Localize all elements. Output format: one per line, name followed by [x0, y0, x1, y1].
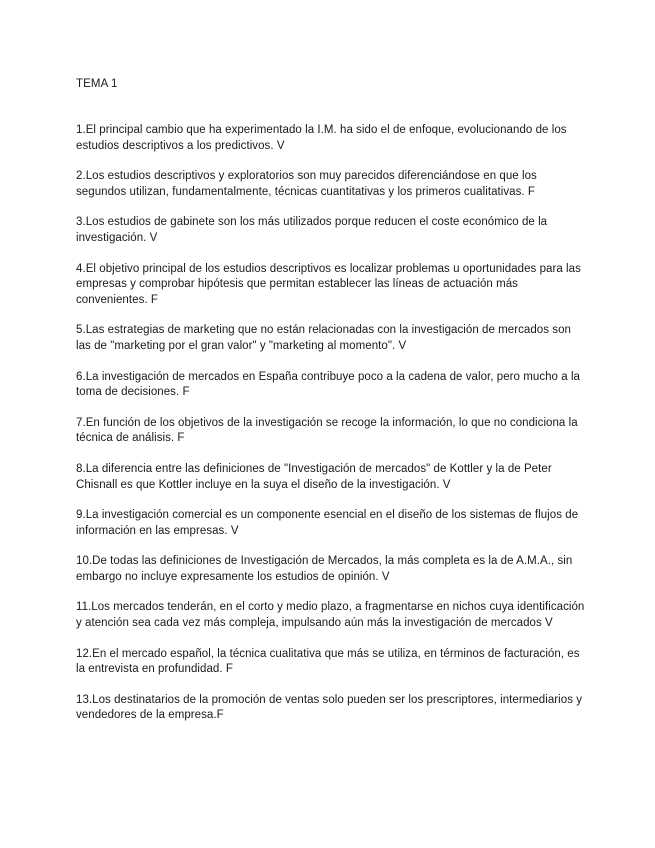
question-item: 7.En función de los objetivos de la investigación se recoge la información, lo que no condiciona la técnica de análisis. F: [76, 416, 578, 445]
question-item: 5.Las estrategias de marketing que no están relacionadas con la investigación de mercados son las de "marketing por el gran valor" y "marketing al momento". V: [76, 324, 571, 352]
question-item: 10.De todas las definiciones de Investigación de Mercados, la más completa es la de A.M.A., sin embargo no incluye expresamente los estudios de opinión. V: [76, 555, 573, 583]
question-item: 8.La diferencia entre las definiciones de "Investigación de mercados" de Kottler y la de Peter Chisnall es que Kottler incluye en la suya el diseño de la investigación. V: [76, 462, 552, 491]
question-item: 6.La investigación de mercados en España contribuye poco a la cadena de valor, pero mucho a la toma de decisiones. F: [76, 370, 580, 399]
question-item: 2.Los estudios descriptivos y exploratorios son muy parecidos diferenciándose en que los segundos utilizan, fundamentalmente, técnicas cuantitativas y los primeros cualitativas. F: [76, 170, 537, 198]
question-item: 13.Los destinatarios de la promoción de ventas solo pueden ser los prescriptores, intermediarios y vendedores de la empresa.F: [76, 693, 583, 722]
question-item: 1.El principal cambio que ha experimentado la I.M. ha sido el de enfoque, evolucionando de los estudios descriptivos a los predictivos. V: [76, 124, 567, 152]
page-title: TEMA 1: [76, 78, 118, 90]
question-item: 4.El objetivo principal de los estudios descriptivos es localizar problemas u oportunidades para las empresas y comprobar hipótesis que permitan establecer las líneas de actuación más convenientes. F: [76, 262, 581, 306]
question-item: 9.La investigación comercial es un componente esencial en el diseño de los sistemas de flujos de información en las empresas. V: [76, 509, 579, 537]
question-item: 3.Los estudios de gabinete son los más utilizados porque reducen el coste económico de la investigación. V: [76, 216, 548, 244]
question-item: 11.Los mercados tenderán, en el corto y medio plazo, a fragmentarse en nichos cuya identificación y atención sea cada vez más compleja, impulsando aún más la investigación de mercados V: [76, 601, 585, 630]
question-item: 12.En el mercado español, la técnica cualitativa que más se utiliza, en términos de facturación, es la entrevista en profundidad. F: [76, 647, 580, 676]
